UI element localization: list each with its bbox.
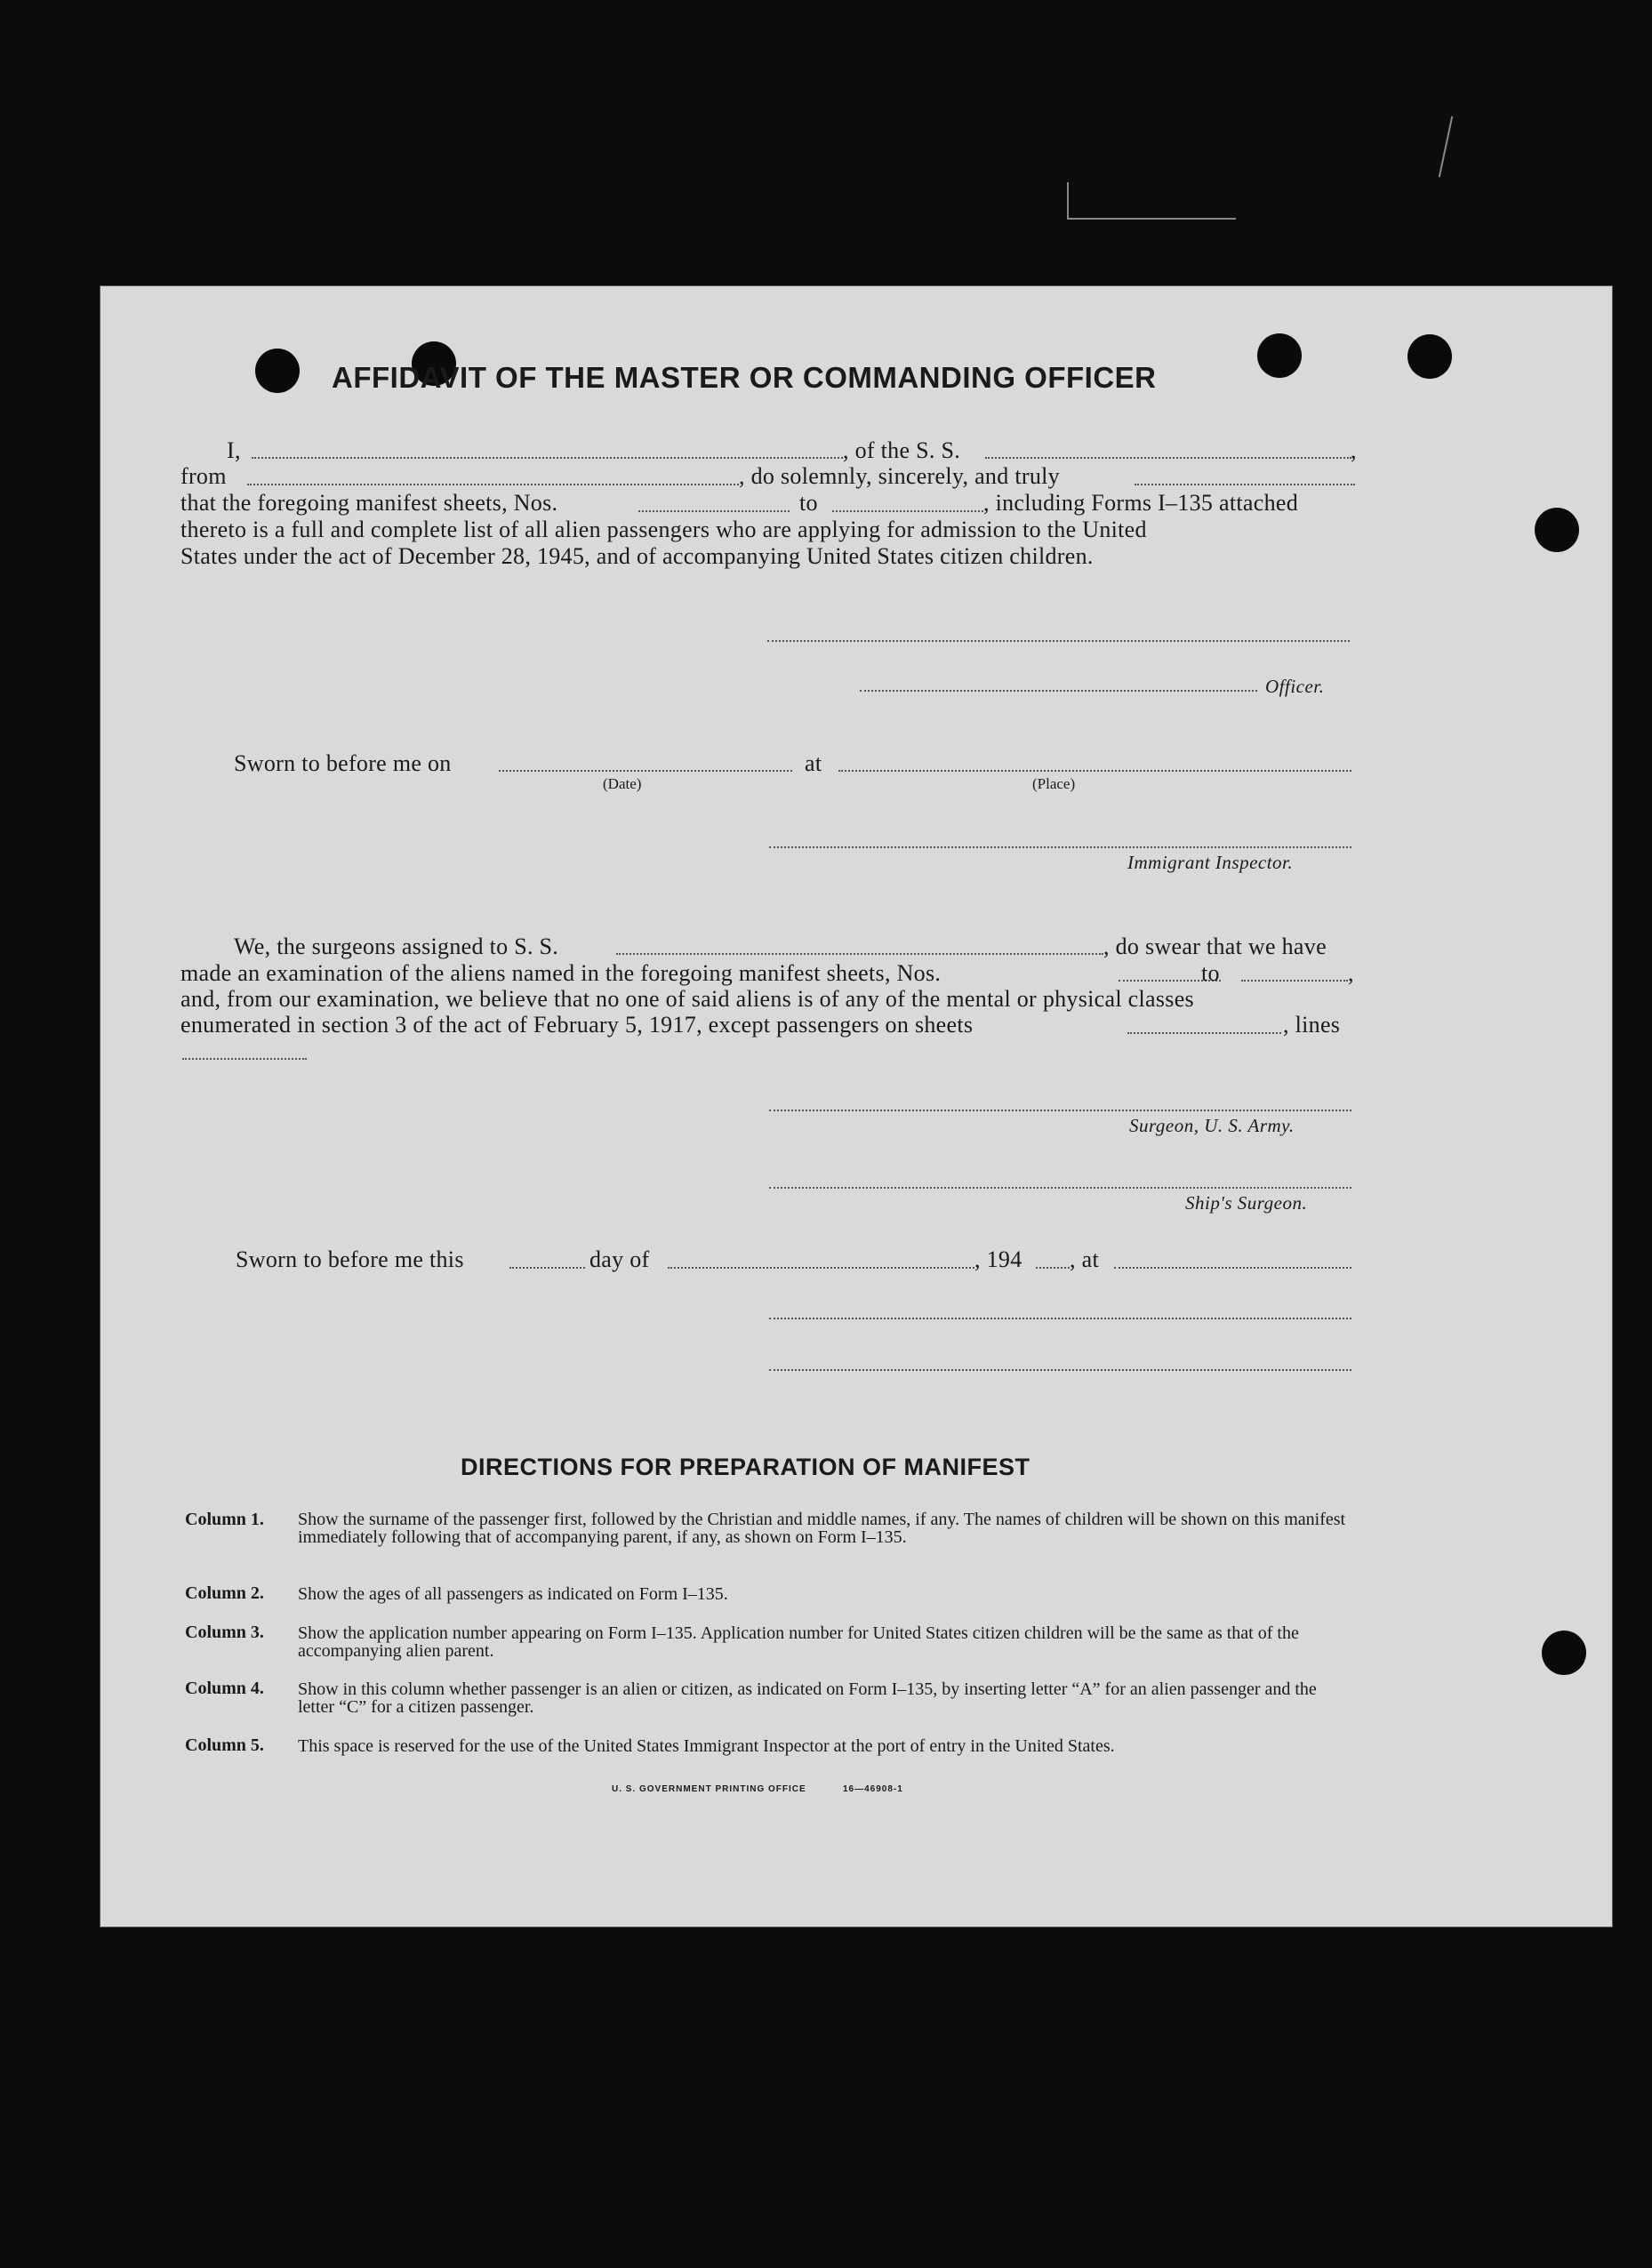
column-2-label: Column 2.	[185, 1583, 264, 1603]
ship-name-field[interactable]	[985, 457, 1351, 459]
officer-name-line[interactable]	[860, 690, 1257, 692]
punch-hole	[1257, 333, 1302, 378]
punch-hole	[1407, 334, 1452, 379]
oath-field[interactable]	[1135, 484, 1355, 485]
date-label: (Date)	[603, 775, 642, 792]
place-label: (Place)	[1032, 775, 1076, 792]
column-3-text: Show the application number appearing on Form I–135. Application number for United States citizen children will be the same as that of the accompanying alien parent.	[298, 1623, 1299, 1661]
sworn-before-me-on: Sworn to before me on	[234, 750, 452, 776]
printer-imprint: U. S. GOVERNMENT PRINTING OFFICE	[612, 1784, 806, 1794]
surgeons-line1-a: We, the surgeons assigned to S. S.	[234, 934, 559, 959]
surgeons-line2-a: made an examination of the aliens named in the foregoing manifest sheets, Nos.	[180, 960, 942, 986]
sworn-day-field[interactable]	[509, 1267, 585, 1269]
column-5-label: Column 5.	[185, 1735, 264, 1755]
except-sheets-field[interactable]	[1127, 1032, 1281, 1034]
sworn-at-2: , at	[1070, 1246, 1099, 1272]
officer-label: Officer.	[1265, 676, 1325, 697]
surgeons-line2-end: ,	[1348, 960, 1354, 986]
column-2-text: Show the ages of all passengers as indicated on Form I–135.	[298, 1584, 728, 1604]
background-mark	[1439, 116, 1454, 178]
affidavit-line3-b: , including Forms I–135 attached	[983, 490, 1299, 516]
officer-signature-line[interactable]	[767, 640, 1350, 642]
affidavit-line2-from: from	[180, 463, 227, 489]
except-lines-field[interactable]	[182, 1058, 307, 1060]
from-port-field[interactable]	[247, 484, 739, 485]
background-mark	[1067, 182, 1069, 220]
background-mark	[1067, 218, 1236, 220]
column-5-text: This space is reserved for the use of the United States Immigrant Inspector at the port of entry in the United States.	[298, 1736, 1115, 1756]
sworn-day-of: day of	[589, 1246, 650, 1272]
affidavit-line5: States under the act of December 28, 1945, and of accompanying United States citizen children.	[180, 543, 1094, 569]
sworn-before-me-this: Sworn to before me this	[236, 1246, 464, 1272]
surgeons-line4-b: , lines	[1283, 1012, 1341, 1038]
directions-title: DIRECTIONS FOR PREPARATION OF MANIFEST	[461, 1454, 1030, 1480]
sheets-to-field[interactable]	[832, 510, 983, 512]
ship-surgeon-label: Ship's Surgeon.	[1185, 1192, 1308, 1214]
sworn-year: , 194	[974, 1246, 1022, 1272]
affidavit-line1-end: ,	[1351, 437, 1357, 463]
sworn-place-field-2[interactable]	[1114, 1267, 1351, 1269]
sworn-date-field[interactable]	[499, 770, 792, 772]
surgeons-line2-to: to	[1201, 960, 1220, 986]
column-1-label: Column 1.	[185, 1510, 264, 1529]
punch-hole	[255, 349, 300, 393]
sheets-from-field[interactable]	[638, 510, 790, 512]
army-surgeon-label: Surgeon, U. S. Army.	[1129, 1115, 1295, 1136]
affidavit-title: AFFIDAVIT OF THE MASTER OR COMMANDING OFFICER	[332, 361, 1157, 394]
column-4-text: Show in this column whether passenger is an alien or citizen, as indicated on Form I–135, by inserting letter “A” for an alien passenger and the letter “C” for a citizen passenger.	[298, 1679, 1317, 1717]
affidavit-line3-a: that the foregoing manifest sheets, Nos.	[180, 490, 558, 516]
army-surgeon-signature-line[interactable]	[769, 1110, 1351, 1111]
inspector-signature-line[interactable]	[769, 846, 1351, 848]
surgeons-line4-a: enumerated in section 3 of the act of February 5, 1917, except passengers on sheets	[180, 1012, 974, 1038]
sworn-at: at	[805, 750, 822, 776]
surgeon-ship-field[interactable]	[616, 953, 1103, 955]
surgeons-line3: and, from our examination, we believe that no one of said aliens is of any of the mental or physical classes	[180, 986, 1194, 1012]
document-sheet	[100, 286, 1612, 1927]
affidavit-line3-to: to	[799, 490, 818, 516]
ship-surgeon-signature-line[interactable]	[769, 1187, 1351, 1189]
form-code: 16—46908-1	[843, 1784, 903, 1794]
column-3-label: Column 3.	[185, 1623, 264, 1642]
affidavit-line2-mid: , do solemnly, sincerely, and truly	[739, 463, 1060, 489]
column-1-text: Show the surname of the passenger first, followed by the Christian and middle names, if any. The names of children will be shown on this manifest immediately following that of accompanying parent, if any, as shown on Form I–135.	[298, 1510, 1346, 1547]
surgeon-sheets-to-field[interactable]	[1241, 980, 1348, 982]
sworn-place-field[interactable]	[838, 770, 1351, 772]
signature-line-b[interactable]	[769, 1369, 1351, 1371]
inspector-label: Immigrant Inspector.	[1127, 852, 1294, 873]
master-name-field[interactable]	[252, 457, 843, 459]
affidavit-line1-ss: , of the S. S.	[843, 437, 961, 463]
surgeons-line1-b: , do swear that we have	[1103, 934, 1327, 959]
signature-line-a[interactable]	[769, 1318, 1351, 1319]
punch-hole	[1542, 1631, 1586, 1675]
column-4-label: Column 4.	[185, 1679, 264, 1698]
sworn-year-field[interactable]	[1036, 1267, 1070, 1269]
sworn-month-field[interactable]	[668, 1267, 974, 1269]
affidavit-line1-i: I,	[227, 437, 241, 463]
punch-hole	[1535, 508, 1579, 552]
affidavit-line4: thereto is a full and complete list of all alien passengers who are applying for admission to the United	[180, 517, 1147, 542]
